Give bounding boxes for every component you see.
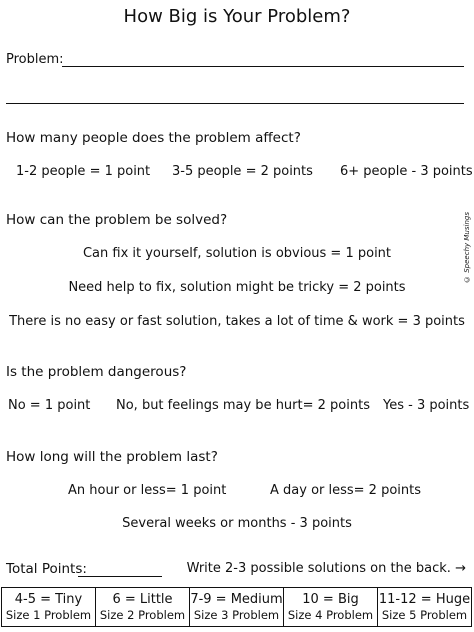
problem-label: Problem: — [6, 52, 64, 67]
scale-range: 7-9 = Medium — [190, 591, 283, 607]
scale-cell-tiny — [2, 588, 96, 626]
option-people-2: 3-5 people = 2 points — [172, 164, 313, 179]
scale-size: Size 1 Problem — [5, 607, 92, 622]
scale-size: Size 2 Problem — [99, 607, 186, 622]
scale-cell-big — [284, 588, 378, 626]
credit-watermark: © Speechy Musings — [463, 212, 471, 283]
option-duration-2: A day or less= 2 points — [270, 483, 422, 498]
option-people-3: 6+ people - 3 points — [340, 164, 473, 179]
arrow-right-icon: → — [455, 561, 466, 576]
option-duration-3: Several weeks or months - 3 points — [122, 516, 352, 531]
total-points-line[interactable] — [78, 576, 162, 577]
option-dangerous-3: Yes - 3 points — [383, 398, 470, 413]
total-points-label: Total Points: — [6, 561, 87, 577]
option-people-1: 1-2 people = 1 point — [16, 164, 151, 179]
question-solved: How can the problem be solved? — [6, 212, 228, 228]
scale-range: 4-5 = Tiny — [14, 591, 83, 607]
option-solved-1: Can fix it yourself, solution is obvious = 1 point — [82, 246, 392, 261]
problem-line-2[interactable] — [6, 103, 464, 104]
question-people: How many people does the problem affect? — [6, 130, 301, 146]
problem-line-1[interactable] — [62, 66, 464, 67]
write-solutions-note — [187, 561, 466, 576]
option-solved-3: There is no easy or fast solution, takes a lot of time & work = 3 points — [9, 314, 465, 329]
scale-range: 11-12 = Huge — [378, 591, 471, 607]
scale-cell-huge — [378, 588, 471, 626]
scale-cell-little — [96, 588, 190, 626]
write-solutions-text: Write 2-3 possible solutions on the back. — [186, 561, 451, 576]
problem-size-scale — [1, 587, 472, 627]
option-dangerous-2: No, but feelings may be hurt= 2 points — [116, 398, 370, 413]
option-dangerous-1: No = 1 point — [8, 398, 91, 413]
question-dangerous: Is the problem dangerous? — [6, 364, 187, 380]
scale-range: 6 = Little — [112, 591, 173, 607]
option-duration-1: An hour or less= 1 point — [68, 483, 227, 498]
scale-size: Size 4 Problem — [287, 607, 374, 622]
scale-cell-medium — [190, 588, 284, 626]
question-duration: How long will the problem last? — [6, 449, 218, 465]
page-title: How Big is Your Problem? — [123, 6, 351, 27]
scale-size: Size 5 Problem — [381, 607, 468, 622]
scale-size: Size 3 Problem — [193, 607, 280, 622]
option-solved-2: Need help to fix, solution might be tricky = 2 points — [68, 280, 406, 295]
scale-range: 10 = Big — [302, 591, 359, 607]
